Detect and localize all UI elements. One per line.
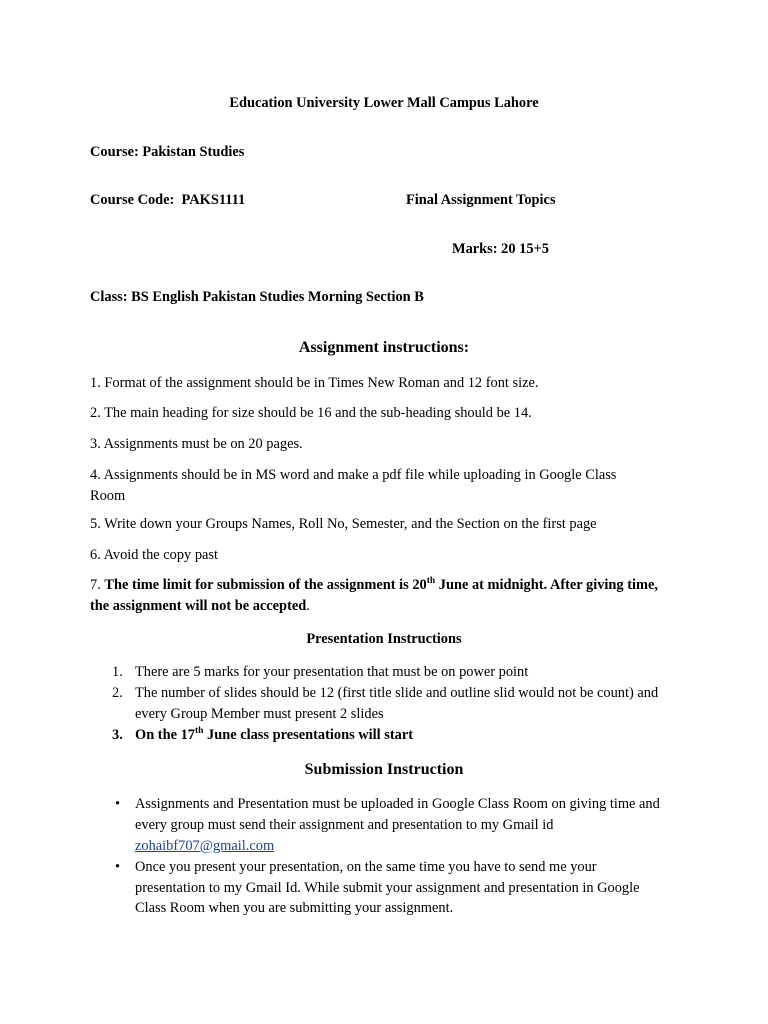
class-info: Class: BS English Pakistan Studies Morning Section B <box>90 289 424 305</box>
marks: Marks: 20 15+5 <box>452 241 549 257</box>
item7-bold-b: June at midnight. After giving time, the assignment will not be accepted <box>90 577 658 614</box>
list-number: 3. <box>112 726 123 743</box>
assignment-heading: Assignment instructions: <box>298 339 470 356</box>
assignment-item-1: 1. Format of the assignment should be in Times New Roman and 12 font size. <box>90 375 539 391</box>
list-item-text: Once you present your presentation, on the same time you have to send me your presentation to my Gmail Id. While submit your assignment and presentation in Google Class Room when you are submitting your assignment. <box>135 858 640 917</box>
list-item-sup: th <box>194 725 204 736</box>
assignment-item-7 <box>90 575 660 617</box>
bullet-icon: • <box>115 858 121 875</box>
list-item <box>90 725 695 746</box>
item7-prefix: 7. <box>90 577 105 593</box>
university-title: Education University Lower Mall Campus Lahore <box>229 95 539 111</box>
course-code: Course Code: PAKS1111 <box>90 192 246 208</box>
email-link[interactable]: zohaibf707@gmail.com <box>135 837 275 854</box>
course-name: Course: Pakistan Studies <box>90 144 245 160</box>
presentation-heading: Presentation Instructions <box>306 631 462 647</box>
list-item <box>90 794 665 857</box>
assignment-item-2: 2. The main heading for size should be 16 and the sub-heading should be 14. <box>90 405 532 421</box>
assignment-item-4: 4. Assignments should be in MS word and make a pdf file while uploading in Google Class Room <box>90 467 617 504</box>
list-number: 2. <box>112 684 123 701</box>
list-item-text-b: June class presentations will start <box>203 726 414 743</box>
assignment-title: Final Assignment Topics <box>406 192 556 208</box>
bullet-icon: • <box>115 796 121 812</box>
list-item-text: There are 5 marks for your presentation that must be on power point <box>135 664 529 680</box>
list-item-text: Assignments and Presentation must be uploaded in Google Class Room on giving time and every group must send their assignment and presentation to my Gmail id <box>135 796 660 833</box>
list-item <box>90 683 675 725</box>
submission-list <box>90 794 667 919</box>
presentation-list <box>90 662 695 746</box>
item7-suffix: . <box>306 597 310 614</box>
assignment-item-6: 6. Avoid the copy past <box>90 547 219 563</box>
list-item-text: The number of slides should be 12 (first title slide and outline slid would not be count) and every Group Member must present 2 slides <box>135 684 659 722</box>
list-item <box>90 662 695 683</box>
assignment-item-5: 5. Write down your Groups Names, Roll No, Semester, and the Section on the first page <box>90 516 597 532</box>
item7-sup: th <box>426 576 436 587</box>
list-item-text-a: On the 17 <box>135 726 195 743</box>
submission-heading: Submission Instruction <box>304 761 464 778</box>
assignment-item-3: 3. Assignments must be on 20 pages. <box>90 436 303 452</box>
item7-bold-a: The time limit for submission of the assignment is 20 <box>104 577 427 593</box>
list-item <box>90 857 667 920</box>
list-number: 1. <box>112 664 123 680</box>
